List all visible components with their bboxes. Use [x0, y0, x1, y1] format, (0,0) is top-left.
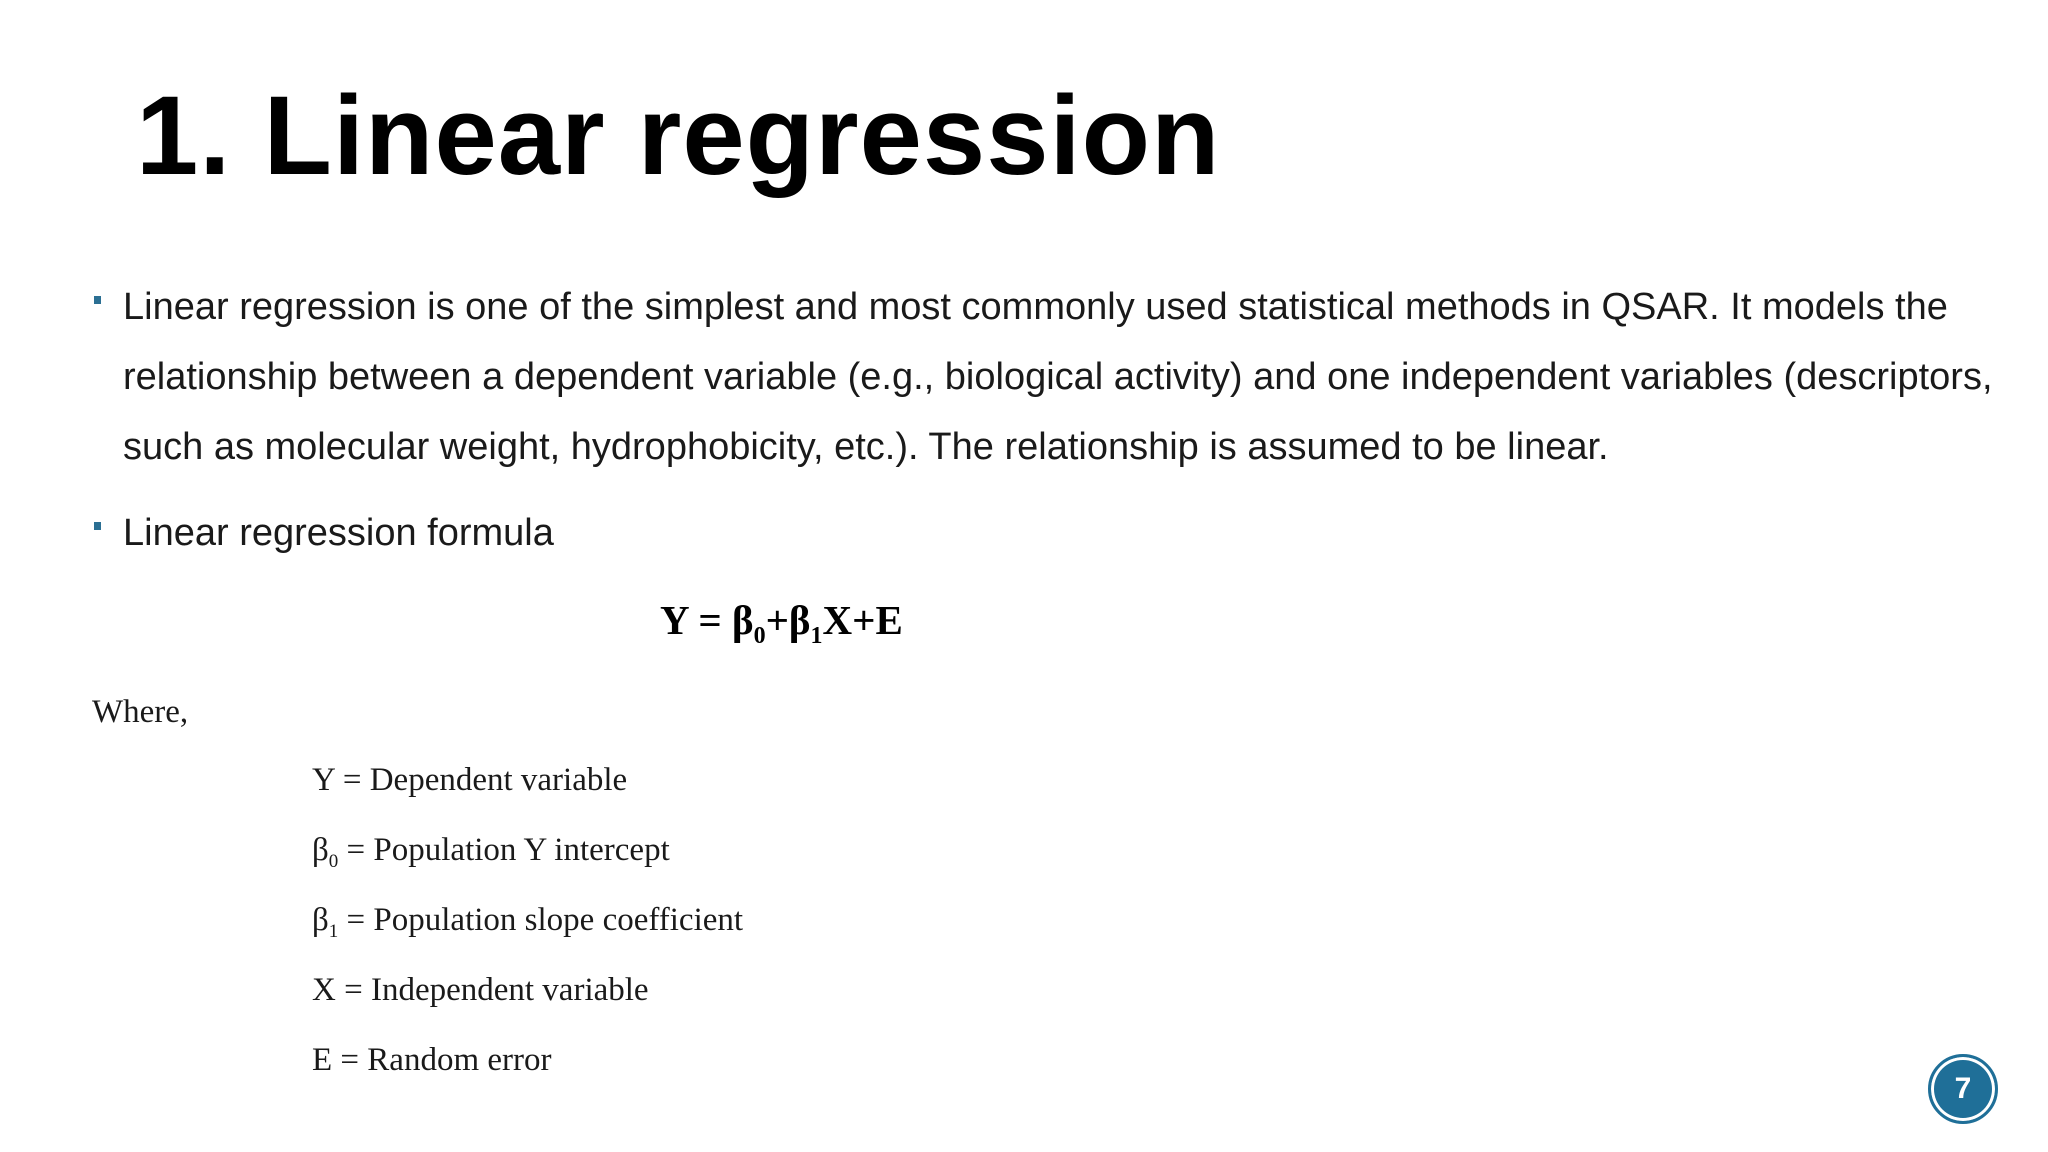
bullet-text: Linear regression formula — [123, 512, 554, 554]
definition-subscript: 1 — [328, 921, 339, 942]
bullet-square-icon — [94, 522, 101, 530]
bullet-square-icon — [94, 296, 101, 304]
definition-symbol: β — [312, 832, 329, 868]
definition-item — [312, 830, 743, 900]
bullet-item — [92, 272, 2022, 482]
definition-item — [312, 970, 743, 1040]
bullet-item — [92, 498, 2022, 568]
definition-item — [312, 900, 743, 970]
page-number: 7 — [1954, 1072, 1972, 1105]
definition-symbol: E — [312, 1042, 333, 1078]
definition-text: = Population slope coefficient — [338, 902, 744, 938]
definition-symbol: X — [312, 972, 336, 1008]
bullet-list — [92, 272, 2022, 568]
formula-rhs: X+E — [822, 597, 903, 643]
definition-symbol: Y — [312, 762, 335, 798]
definition-subscript: 0 — [328, 851, 339, 872]
definition-text: = Dependent variable — [334, 762, 628, 798]
slide-title: 1. Linear regression — [136, 73, 1221, 198]
formula-mid: +β — [765, 597, 811, 643]
formula-subscript-1: 1 — [810, 623, 823, 649]
bullet-text: Linear regression is one of the simplest and most commonly used statistical methods in QSAR. It models the relationship between a dependent variable (e.g., biological activity) and one independent variables (descriptors, such as molecular weight, hydrophobicity, etc.). The relationship is assumed to be linear. — [123, 286, 1993, 468]
definition-text: = Random error — [332, 1042, 552, 1078]
definition-item — [312, 1040, 743, 1110]
formula-subscript-0: 0 — [753, 623, 766, 649]
definition-text: = Independent variable — [335, 972, 649, 1008]
page-number-badge — [1928, 1054, 1998, 1124]
regression-formula — [660, 596, 903, 649]
definition-item — [312, 760, 743, 830]
definition-symbol: β — [312, 902, 329, 938]
definition-list — [312, 760, 743, 1110]
formula-lhs: Y = β — [660, 597, 754, 643]
where-label: Where, — [92, 694, 189, 730]
definition-text: = Population Y intercept — [338, 832, 670, 868]
